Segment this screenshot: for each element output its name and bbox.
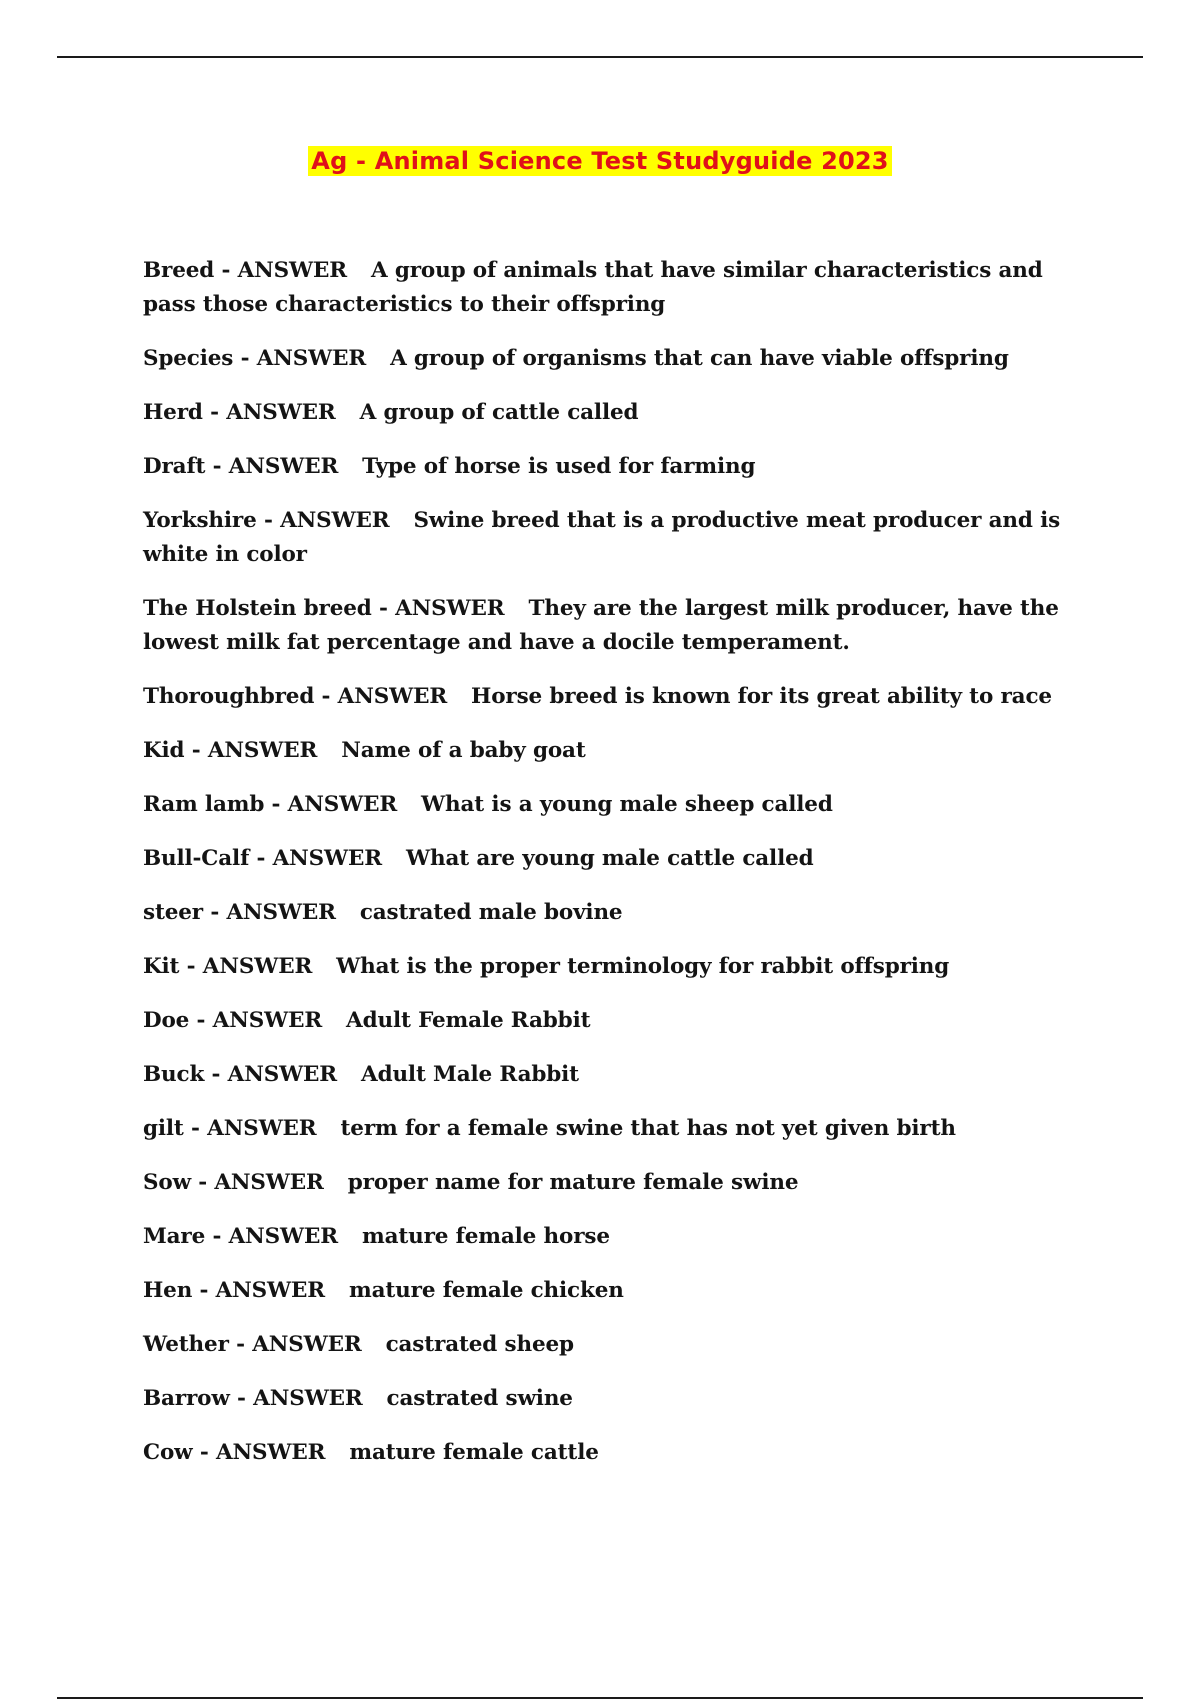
entry-answer: Horse breed is known for its great ability to race [471,684,1052,709]
entry-term: steer - [143,900,226,925]
answer-label: ANSWER [237,258,347,283]
answer-label: ANSWER [395,596,505,621]
answer-label: ANSWER [256,346,367,371]
entry-term: Species - [143,346,257,371]
qa-entry [143,342,1073,376]
entry-answer: mature female horse [361,1224,610,1249]
entry-answer: castrated sheep [385,1332,574,1357]
entry-answer: Swine breed that is a productive meat producer and is white in color [143,508,1061,567]
entry-answer: term for a female swine that has not yet given birth [340,1116,956,1141]
qa-entry [143,1112,1073,1146]
qa-entry [143,1274,1073,1308]
entry-term: Kid - [143,738,208,763]
qa-entry [143,1166,1073,1200]
answer-label: ANSWER [227,1062,338,1087]
answer-label: ANSWER [228,454,339,479]
qa-entry [143,1382,1073,1416]
entry-term: Kit - [143,954,203,979]
entry-term: Barrow - [143,1386,253,1411]
entry-term: Ram lamb - [143,792,288,817]
entry-term: Breed - [143,258,238,283]
entry-term: Cow - [143,1440,216,1465]
entry-answer: What is a young male sheep called [421,792,833,817]
answer-label: ANSWER [337,684,448,709]
entry-answer: A group of organisms that can have viable offspring [390,346,1009,371]
qa-entry [143,450,1073,484]
entry-term: Wether - [143,1332,252,1357]
qa-entry [143,1004,1073,1038]
entry-term: Yorkshire - [143,508,280,533]
qa-entry [143,592,1073,660]
entry-answer: castrated male bovine [359,900,623,925]
qa-entry [143,734,1073,768]
entry-answer: Type of horse is used for farming [362,454,756,479]
entry-answer: They are the largest milk producer, have the lowest milk fat percentage and have a docile temperament. [143,596,1059,655]
entry-answer: A group of animals that have similar characteristics and pass those characteristics to their offspring [143,258,1043,317]
entry-term: Sow - [143,1170,214,1195]
answer-label: ANSWER [287,792,398,817]
answer-label: ANSWER [228,1224,338,1249]
entry-answer: proper name for mature female swine [347,1170,799,1195]
entry-answer: What is the proper terminology for rabbit offspring [336,954,950,979]
entry-term: Mare - [143,1224,229,1249]
entry-term: Doe - [143,1008,213,1033]
entry-answer: Adult Male Rabbit [361,1062,579,1087]
entry-term: The Holstein breed - [143,596,395,621]
qa-entry [143,896,1073,930]
answer-label: ANSWER [226,400,336,425]
entry-term: Herd - [143,400,226,425]
qa-entry [143,1436,1073,1470]
answer-label: ANSWER [272,846,382,871]
answer-label: ANSWER [212,1008,323,1033]
entry-term: Buck - [143,1062,228,1087]
entry-answer: mature female chicken [349,1278,624,1303]
answer-label: ANSWER [226,900,336,925]
entry-term: Bull-Calf - [143,846,273,871]
qa-entry [143,504,1073,572]
answer-label: ANSWER [215,1278,326,1303]
entry-answer: Name of a baby goat [341,738,586,763]
top-rule [57,56,1143,58]
entry-term: gilt - [143,1116,207,1141]
entry-answer: mature female cattle [349,1440,599,1465]
entry-answer: What are young male cattle called [406,846,814,871]
qa-entry [143,680,1073,714]
answer-label: ANSWER [252,1332,362,1357]
entry-answer: castrated swine [386,1386,573,1411]
qa-entry [143,842,1073,876]
qa-entry [143,1058,1073,1092]
document-title: Ag - Animal Science Test Studyguide 2023 [308,146,891,176]
bottom-rule [57,1697,1143,1699]
answer-label: ANSWER [207,1116,317,1141]
answer-label: ANSWER [214,1170,324,1195]
qa-entry [143,788,1073,822]
entry-term: Hen - [143,1278,216,1303]
answer-label: ANSWER [207,738,318,763]
title-block [0,146,1200,176]
qa-entry [143,254,1073,322]
entry-term: Thoroughbred - [143,684,338,709]
qa-entry [143,396,1073,430]
qa-entry [143,1220,1073,1254]
qa-list [143,254,1073,1490]
answer-label: ANSWER [215,1440,326,1465]
qa-entry [143,950,1073,984]
answer-label: ANSWER [280,508,390,533]
entry-term: Draft - [143,454,229,479]
entry-answer: Adult Female Rabbit [346,1008,591,1033]
answer-label: ANSWER [253,1386,363,1411]
qa-entry [143,1328,1073,1362]
answer-label: ANSWER [202,954,313,979]
entry-answer: A group of cattle called [359,400,639,425]
